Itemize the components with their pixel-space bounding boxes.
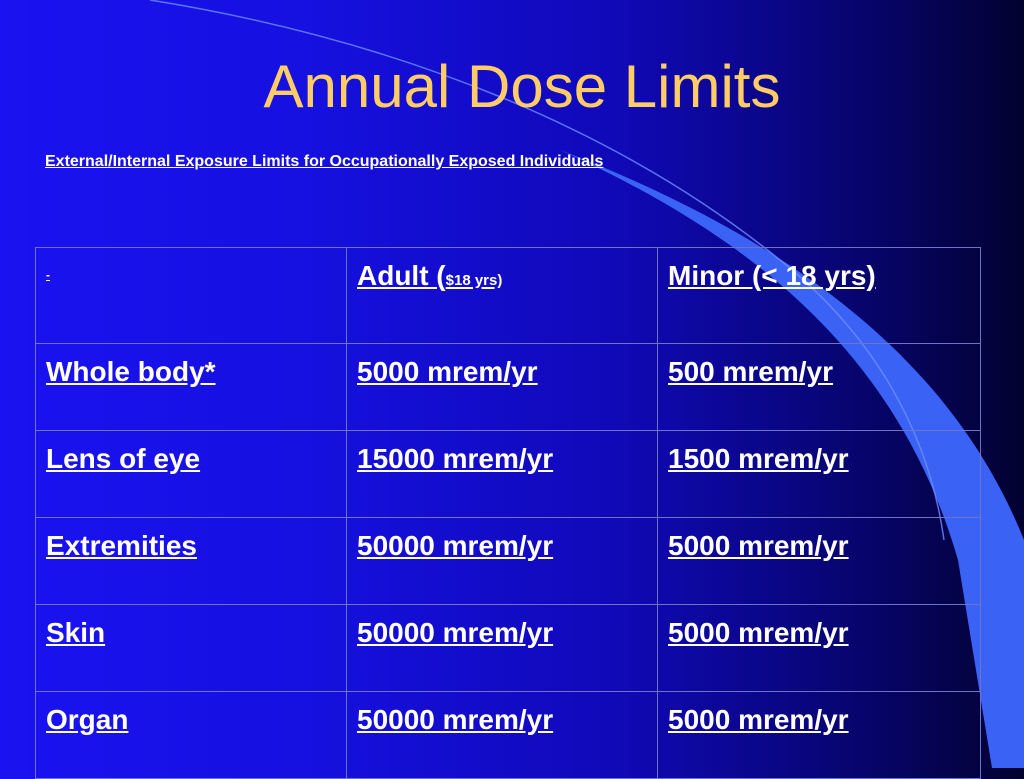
table-row bbox=[36, 431, 981, 518]
table-row bbox=[36, 518, 981, 605]
minor-limit: 5000 mrem/yr bbox=[658, 692, 981, 779]
slide-subtitle: External/Internal Exposure Limits for Occupationally Exposed Individuals bbox=[45, 153, 604, 170]
minor-limit: 5000 mrem/yr bbox=[658, 518, 981, 605]
adult-limit: 50000 mrem/yr bbox=[347, 518, 658, 605]
adult-limit: 50000 mrem/yr bbox=[347, 692, 658, 779]
minor-limit: 1500 mrem/yr bbox=[658, 431, 981, 518]
header-minor: Minor (< 18 yrs) bbox=[658, 248, 981, 344]
row-label: Lens of eye bbox=[36, 431, 347, 518]
minor-limit: 5000 mrem/yr bbox=[658, 605, 981, 692]
table-row bbox=[36, 344, 981, 431]
header-adult-age: $18 yrs) bbox=[445, 272, 503, 289]
minor-limit: 500 mrem/yr bbox=[658, 344, 981, 431]
table-corner-cell: - bbox=[36, 248, 347, 344]
row-label: Organ bbox=[36, 692, 347, 779]
table-row bbox=[36, 692, 981, 779]
adult-limit: 50000 mrem/yr bbox=[347, 605, 658, 692]
adult-limit: 5000 mrem/yr bbox=[347, 344, 658, 431]
table-row bbox=[36, 605, 981, 692]
adult-limit: 15000 mrem/yr bbox=[347, 431, 658, 518]
row-label: Extremities bbox=[36, 518, 347, 605]
header-adult bbox=[347, 248, 658, 344]
table-header-row bbox=[36, 248, 981, 344]
row-label: Whole body* bbox=[36, 344, 347, 431]
row-label: Skin bbox=[36, 605, 347, 692]
header-adult-label: Adult ( bbox=[357, 260, 446, 291]
slide-title: Annual Dose Limits bbox=[263, 53, 781, 120]
dose-limits-table bbox=[35, 247, 981, 779]
